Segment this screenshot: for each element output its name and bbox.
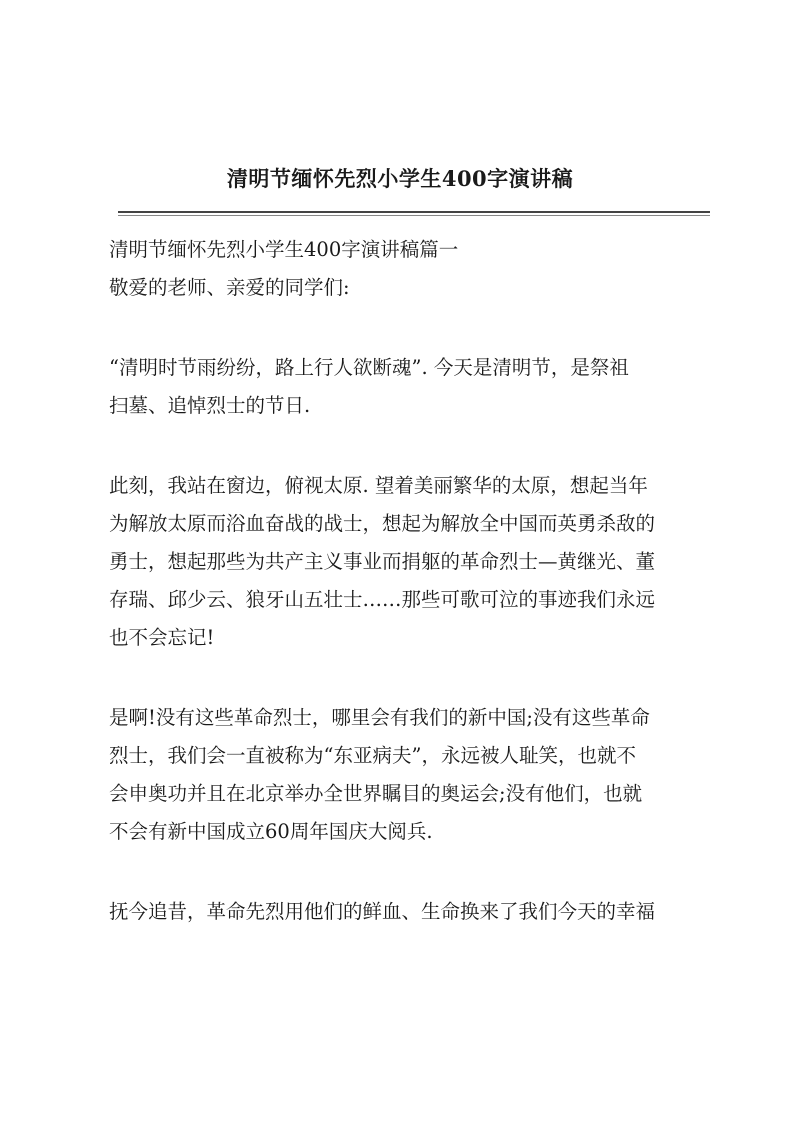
paragraph-line: 不会有新中国成立60周年国庆大阅兵. [109,820,433,843]
paragraph-line: 会申奥功并且在北京举办全世界瞩目的奥运会;没有他们，也就 [109,782,643,805]
paragraph-line: 抚今追昔，革命先烈用他们的鲜血、生命换来了我们今天的幸福 [109,900,656,923]
paragraph-line: 为解放太原而浴血奋战的战士，想起为解放全中国而英勇杀敌的 [109,512,656,535]
paragraph-line: 是啊!没有这些革命烈士，哪里会有我们的新中国;没有这些革命 [109,706,650,729]
paragraph-4 [109,893,713,931]
title-divider [118,211,710,213]
paragraph-line: 烈士，我们会一直被称为“东亚病夫”，永远被人耻笑，也就不 [109,744,636,767]
paragraph-line: 此刻，我站在窗边，俯视太原. 望着美丽繁华的太原，想起当年 [109,474,648,497]
document-title: 清明节缅怀先烈小学生400字演讲稿 [226,166,574,191]
paragraph-3 [109,699,713,851]
paragraph-line: 也不会忘记! [109,626,215,649]
title-divider-thin [118,215,710,216]
paragraph-line: 勇士，想起那些为共产主义事业而捐躯的革命烈士—黄继光、董 [109,550,656,573]
paragraph-line: “清明时节雨纷纷，路上行人欲断魂”. 今天是清明节，是祭祖 [109,356,629,379]
section-heading: 清明节缅怀先烈小学生400字演讲稿篇一 [109,238,459,261]
paragraph-1 [109,349,713,425]
greeting: 敬爱的老师、亲爱的同学们: [109,276,350,299]
paragraph-line: 存瑞、邱少云、狼牙山五壮士……那些可歌可泣的事迹我们永远 [109,588,656,611]
document-body [109,231,713,931]
paragraph-line: 扫墓、追悼烈士的节日. [109,394,311,417]
paragraph-2 [109,467,713,657]
